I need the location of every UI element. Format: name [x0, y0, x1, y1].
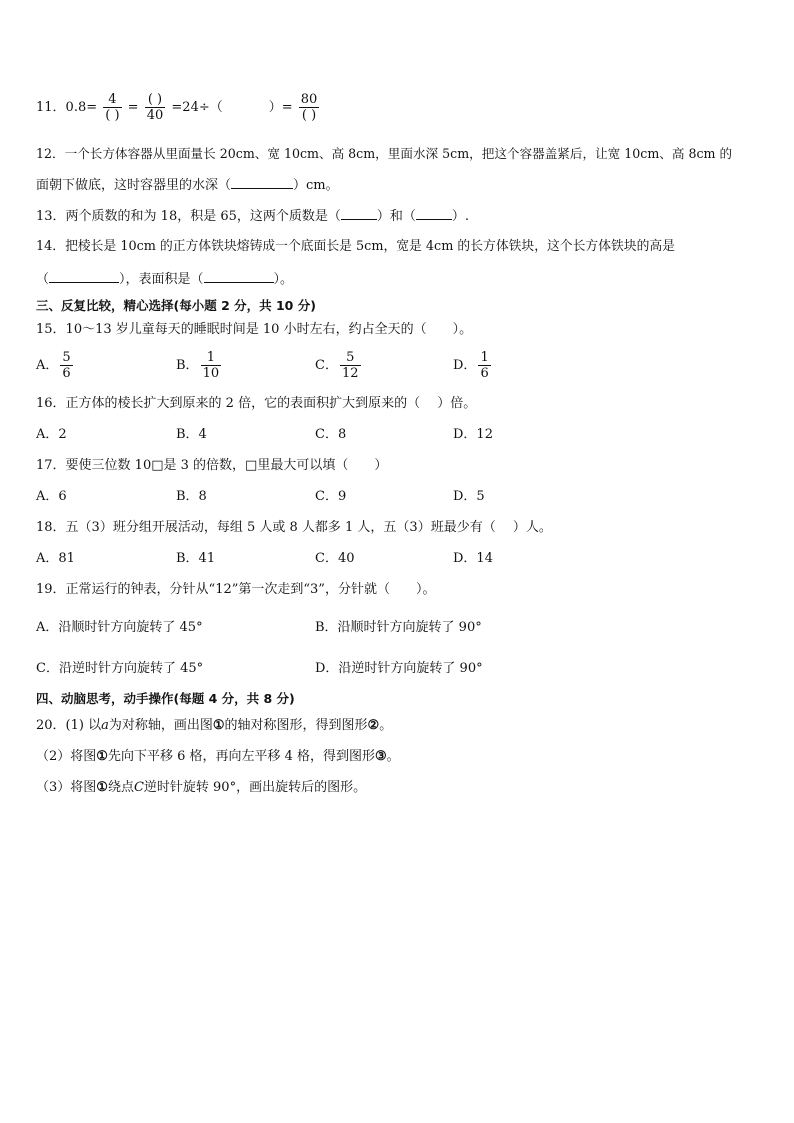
- q15-a-den: 6: [62, 366, 71, 381]
- q11-f2-den: 40: [146, 108, 164, 123]
- q14-blank-1[interactable]: [49, 270, 119, 283]
- q15-d-den: 6: [480, 366, 489, 381]
- q11-f3-den: ( ): [299, 107, 320, 123]
- section-4-heading: 四、动脑思考，动手操作(每题 4 分，共 8 分): [36, 691, 295, 706]
- q20-p2-d: 。: [386, 749, 400, 764]
- q20-axis-label: a: [101, 718, 109, 733]
- q11-fraction-2: [145, 92, 166, 123]
- q18-option-d[interactable]: D．14: [453, 551, 493, 566]
- q13-blank-1[interactable]: [341, 207, 377, 220]
- question-14-line-2: [36, 270, 293, 288]
- q17-option-d[interactable]: D．5: [453, 489, 485, 504]
- q15-b-den: 10: [202, 366, 220, 381]
- q11-mid: =24÷（: [171, 100, 223, 115]
- q20-p2-a: （2）将图: [36, 749, 97, 764]
- q18-option-a[interactable]: A．81: [36, 551, 75, 566]
- q20-figure-2-marker: ②: [367, 718, 380, 733]
- q11-prefix: 11．0.8=: [36, 100, 98, 115]
- q19-option-c[interactable]: C．沿逆时针方向旋转了 45°: [36, 661, 204, 676]
- q15-d-num: 1: [480, 350, 489, 365]
- question-17-stem: 17．要使三位数 10□是 3 的倍数，□里最大可以填（ ）: [36, 458, 388, 473]
- q20-p1-c: 的轴对称图形，得到图形: [224, 718, 368, 733]
- q15-b-label: B．: [176, 358, 199, 373]
- q11-f2-num: ( ): [147, 92, 163, 107]
- q12-text-a: 面朝下做底，这时容器里的水深（: [36, 178, 232, 193]
- q15-a-label: A．: [36, 358, 59, 373]
- question-11: [36, 92, 321, 123]
- q20-p3-b: 绕点: [107, 780, 134, 795]
- q20-point-c-label: C: [133, 780, 144, 795]
- q20-p2-figure-1-marker: ①: [96, 749, 108, 764]
- q13-text-b: ）和（: [376, 209, 416, 224]
- q17-option-b[interactable]: B．8: [176, 489, 207, 504]
- q12-text-b: ）cm。: [293, 178, 339, 193]
- q15-c-den: 12: [341, 366, 359, 381]
- q20-p1-b: 为对称轴，画出图: [108, 718, 213, 733]
- q11-f1-num: 4: [108, 92, 117, 107]
- q20-figure-3-marker: ③: [375, 749, 387, 764]
- question-20-part-3: [36, 780, 366, 796]
- q15-option-d[interactable]: [453, 350, 493, 381]
- q20-p3-a: （3）将图: [36, 780, 97, 795]
- q15-option-a[interactable]: [36, 350, 75, 381]
- q20-p1-d: 。: [379, 718, 393, 733]
- q15-b-num: 1: [206, 350, 215, 365]
- q15-a-num: 5: [62, 350, 71, 365]
- q20-p1-a: 20．(1) 以: [36, 718, 102, 733]
- q17-option-c[interactable]: C．9: [315, 489, 347, 504]
- q11-mid-close: ）=: [268, 100, 293, 115]
- q20-p3-figure-1-marker: ①: [96, 780, 108, 795]
- question-14-line-1: 14．把棱长是 10cm 的正方体铁块熔铸成一个底面长是 5cm，宽是 4cm 的长方体铁块，这个长方体铁块的高是: [36, 239, 675, 254]
- q11-f1-den: ( ): [105, 108, 120, 123]
- question-20-part-1: [36, 718, 392, 734]
- q14-text-a: （: [36, 272, 50, 287]
- q11-equals: =: [127, 100, 139, 115]
- q16-option-d[interactable]: D．12: [453, 427, 493, 442]
- question-15-stem: 15．10～13 岁儿童每天的睡眠时间是 10 小时左右，约占全天的（ ）。: [36, 322, 473, 337]
- question-16-stem: 16．正方体的棱长扩大到原来的 2 倍，它的表面积扩大到原来的（ ）倍。: [36, 396, 477, 411]
- question-12-line-1: 12．一个长方体容器从里面量长 20cm、宽 10cm、高 8cm，里面水深 5cm，把这个容器盖紧后，让宽 10cm、高 8cm 的: [36, 146, 733, 161]
- q15-option-c[interactable]: [315, 350, 363, 381]
- q14-text-c: ）。: [273, 272, 294, 287]
- q15-d-label: D．: [453, 358, 477, 373]
- question-12-line-2: [36, 176, 339, 194]
- question-19-stem: 19．正常运行的钟表，分针从“12”第一次走到“3”，分针就（ ）。: [36, 582, 436, 597]
- q16-option-c[interactable]: C．8: [315, 427, 347, 442]
- q17-option-a[interactable]: A．6: [36, 489, 67, 504]
- q18-option-c[interactable]: C．40: [315, 551, 355, 566]
- q13-text-a: 13．两个质数的和为 18，积是 65，这两个质数是（: [36, 209, 341, 224]
- q14-blank-2[interactable]: [204, 270, 274, 283]
- q19-option-d[interactable]: D．沿逆时针方向旋转了 90°: [315, 661, 483, 676]
- q15-c-num: 5: [346, 350, 355, 365]
- q13-text-c: ）.: [451, 209, 470, 224]
- q14-text-b: ），表面积是（: [119, 272, 204, 287]
- q20-figure-1-marker: ①: [212, 718, 225, 733]
- q11-fraction-3: [299, 92, 320, 123]
- q13-blank-2[interactable]: [416, 207, 452, 220]
- q11-f3-num: 80: [300, 92, 318, 107]
- question-18-stem: 18．五（3）班分组开展活动，每组 5 人或 8 人都多 1 人，五（3）班最少有（ ）人。: [36, 520, 552, 535]
- q15-option-b[interactable]: [176, 350, 223, 381]
- q16-option-a[interactable]: A．2: [36, 427, 67, 442]
- question-20-part-2: [36, 749, 400, 765]
- q20-p2-b: 先向下平移 6 格，再向左平移 4 格，得到图形: [107, 749, 376, 764]
- q16-option-b[interactable]: B．4: [176, 427, 207, 442]
- section-3-heading: 三、反复比较，精心选择(每小题 2 分，共 10 分): [36, 298, 316, 313]
- q11-fraction-1: [103, 92, 121, 123]
- q20-p3-c: 逆时针旋转 90°，画出旋转后的图形。: [143, 780, 367, 795]
- q12-answer-blank[interactable]: [231, 176, 293, 189]
- q19-option-b[interactable]: B．沿顺时针方向旋转了 90°: [315, 620, 482, 635]
- q18-option-b[interactable]: B．41: [176, 551, 216, 566]
- q15-c-label: C．: [315, 358, 338, 373]
- question-13: [36, 207, 469, 225]
- q19-option-a[interactable]: A．沿顺时针方向旋转了 45°: [36, 620, 203, 635]
